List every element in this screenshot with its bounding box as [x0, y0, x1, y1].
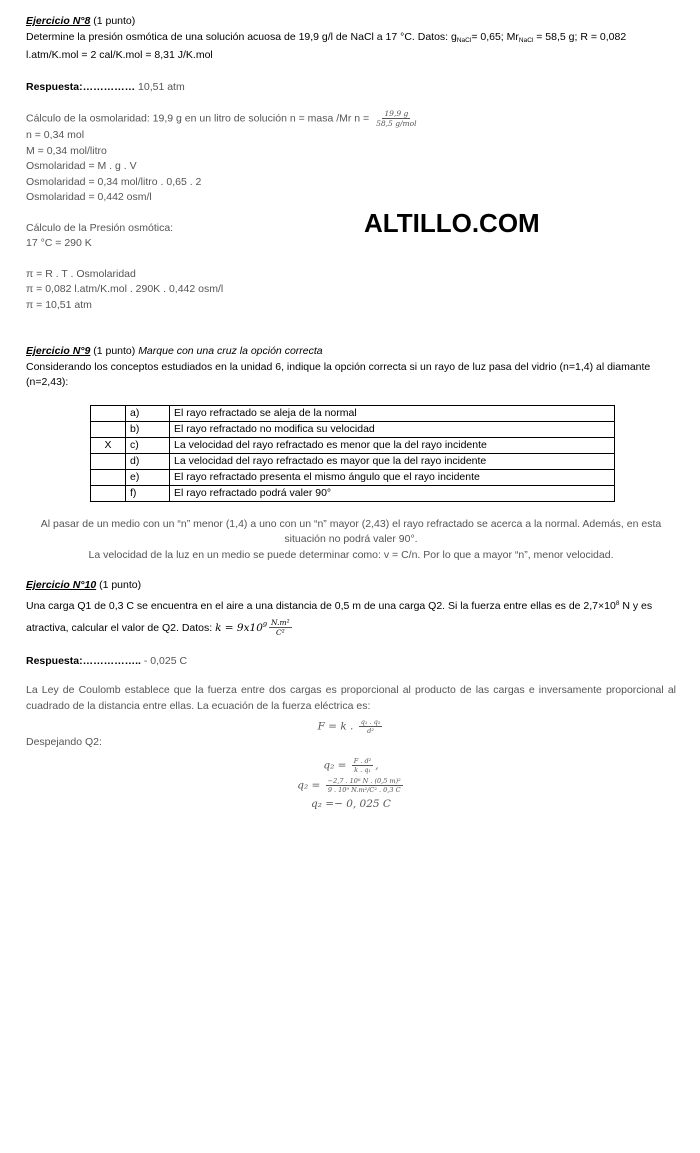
- ex8-sub-nacl-1: NaCl: [456, 36, 472, 44]
- ex10-statement-a: Una carga Q1 de 0,3 C se encuentra en el aire a una distancia de 0,5 m de una carga Q2. Si la fuerza entre ellas es de 2,7×10: [26, 599, 616, 612]
- ex8-calc-intro-text: Cálculo de la osmolaridad: 19,9 g en un litro de solución n = masa /Mr n =: [26, 112, 373, 125]
- ex8-statement-b: = 0,65; Mr: [471, 30, 519, 43]
- table-row: [91, 421, 615, 437]
- option-text: El rayo refractado se aleja de la normal: [170, 405, 615, 421]
- option-mark[interactable]: X: [91, 437, 126, 453]
- ex8-title: Ejercicio N°8: [26, 15, 91, 27]
- option-text: El rayo refractado podrá valer 90°: [170, 485, 615, 501]
- ex9-points: (1 punto): [90, 345, 139, 357]
- ex10-eq3-den: 9 . 10⁹ N.m²/C² . 0,3 C: [327, 785, 401, 794]
- option-text: La velocidad del rayo refractado es menor que la del rayo incidente: [170, 437, 615, 453]
- option-letter: a): [126, 405, 170, 421]
- ex10-eq1: [26, 718, 676, 735]
- ex9-options-table: [90, 405, 615, 502]
- ex10-points: (1 punto): [96, 579, 142, 591]
- ex10-eq1-num: q₁ . q₂: [360, 718, 381, 726]
- ex8-answer-label: Respuesta:……………: [26, 80, 136, 93]
- option-mark[interactable]: [91, 421, 126, 437]
- option-text: La velocidad del rayo refractado es mayor que la del rayo incidente: [170, 453, 615, 469]
- ex8-line: π = R . T . Osmolaridad: [26, 267, 136, 280]
- option-text: El rayo refractado no modifica su velocidad: [170, 421, 615, 437]
- ex9-explanation-2: La velocidad de la luz en un medio se puede determinar como: v = C/n. Por lo que a mayor “n”, menor velocidad.: [88, 548, 614, 561]
- ex9-heading: [26, 344, 676, 360]
- option-letter: c): [126, 437, 170, 453]
- ex10-k-num: N.m²: [271, 618, 290, 628]
- ex8-line: Osmolaridad = M . g . V: [26, 160, 137, 172]
- table-row: [91, 453, 615, 469]
- table-row: [91, 437, 615, 453]
- option-letter: f): [126, 485, 170, 501]
- ex10-k-sup: 9: [262, 620, 268, 629]
- ex9-title: Ejercicio N°9: [26, 345, 91, 357]
- ex10-eq3-fraction: [326, 777, 403, 794]
- ex8-line: n = 0,34 mol: [26, 129, 85, 141]
- option-text: El rayo refractado presenta el mismo ángulo que el rayo incidente: [170, 469, 615, 485]
- ex8-line: M = 0,34 mol/litro: [26, 144, 107, 157]
- option-mark[interactable]: [91, 453, 126, 469]
- option-mark[interactable]: [91, 405, 126, 421]
- ex10-k-fraction: [269, 618, 292, 637]
- ex8-line: Osmolaridad = 0,442 osm/l: [26, 191, 152, 203]
- ex10-answer: [26, 654, 676, 670]
- option-letter: b): [126, 421, 170, 437]
- ex10-sup-8: 8: [615, 599, 620, 607]
- ex8-lines-c: [26, 267, 676, 314]
- ex8-statement-a: Determine la presión osmótica de una solución acuosa de 19,9 g/l de NaCl a 17 °C. Datos: g: [26, 30, 457, 43]
- ex10-eq1-fraction: [359, 718, 383, 735]
- ex8-lines-b: [26, 221, 676, 252]
- ex8-statement: [26, 30, 676, 64]
- ex10-eq4: q₂ =− 0, 025 C: [311, 797, 391, 810]
- ex8-sub-nacl-2: NaCl: [518, 36, 534, 44]
- ex10-eq3-num: −2,7 . 10⁸ N . (0,5 m)²: [327, 776, 401, 785]
- ex10-eq2-num: F . d²: [353, 756, 372, 765]
- ex10-statement-b: N y es atractiva, calcular el valor de Q2. Datos:: [26, 599, 653, 634]
- ex8-frac-num: 19,9 g: [384, 109, 409, 118]
- table-row: [91, 405, 615, 421]
- ex10-eq2-den: k . q₁: [354, 765, 371, 774]
- ex10-title: Ejercicio N°10: [26, 579, 97, 591]
- ex8-answer: [26, 80, 676, 96]
- table-row: [91, 485, 615, 501]
- option-mark[interactable]: [91, 469, 126, 485]
- ex10-statement: [26, 594, 676, 638]
- option-letter: e): [126, 469, 170, 485]
- ex10-coulomb-text: La Ley de Coulomb establece que la fuerza entre dos cargas es proporcional al producto de las cargas e inversamente proporcional al cuadrado de la distancia entre ellas. La ecuación de la fuerza eléctrica es:: [26, 684, 676, 712]
- table-row: [91, 469, 615, 485]
- ex10-eq1-den: d²: [367, 727, 374, 735]
- ex9-instruction: Marque con una cruz la opción correcta: [138, 345, 323, 357]
- ex10-eq2: [26, 757, 676, 774]
- ex10-k-eq: k = 9x10: [215, 621, 263, 634]
- ex8-answer-value: 10,51 atm: [135, 80, 185, 93]
- ex8-line: 17 °C = 290 K: [26, 237, 92, 249]
- ex8-points: (1 punto): [90, 15, 136, 27]
- ex10-k-den: C²: [275, 628, 285, 638]
- ex10-solve-label: Despejando Q2:: [26, 736, 102, 748]
- ex8-calc-intro: [26, 109, 676, 128]
- ex10-eq2-right: ,: [375, 759, 379, 771]
- option-mark[interactable]: [91, 485, 126, 501]
- watermark: ALTILLO.COM: [364, 208, 540, 238]
- ex9-explanation-1: Al pasar de un medio con un “n” menor (1,4) a uno con un “n” mayor (2,43) el rayo refractado se acerca a la normal. Además, en esta situación no podrá valer 90°.: [40, 517, 662, 545]
- ex10-eq1-left: F = k .: [317, 720, 357, 733]
- ex10-answer-value: - 0,025 C: [143, 654, 188, 667]
- ex8-line: Osmolaridad = 0,34 mol/litro . 0,65 . 2: [26, 175, 202, 188]
- ex10-eq2-fraction: [352, 757, 373, 774]
- document-page: [26, 14, 676, 810]
- ex10-eq2-left: q₂ =: [323, 759, 350, 771]
- ex8-frac-den: 58,5 g/mol: [376, 119, 417, 128]
- ex8-fraction: [374, 109, 418, 128]
- ex8-heading: [26, 14, 676, 30]
- ex10-eq3: [26, 777, 676, 794]
- ex8-lines-a: [26, 128, 676, 206]
- ex10-answer-label: Respuesta:……………..: [26, 654, 144, 667]
- ex8-line: π = 0,082 l.atm/K.mol . 290K . 0,442 osm/l: [26, 283, 224, 295]
- ex10-eq3-left: q₂ =: [297, 779, 324, 791]
- option-letter: d): [126, 453, 170, 469]
- ex10-heading: [26, 578, 676, 594]
- ex8-line: Cálculo de la Presión osmótica:: [26, 221, 174, 234]
- ex8-statement-c: = 58,5 g; R = 0,082 l.atm/K.mol = 2 cal/K.mol = 8,31 J/K.mol: [26, 30, 627, 61]
- ex8-line: π = 10,51 atm: [26, 298, 92, 311]
- ex9-statement: Considerando los conceptos estudiados en la unidad 6, indique la opción correcta si un rayo de luz pasa del vidrio (n=1,4) al diamante (n=2,43):: [26, 360, 651, 388]
